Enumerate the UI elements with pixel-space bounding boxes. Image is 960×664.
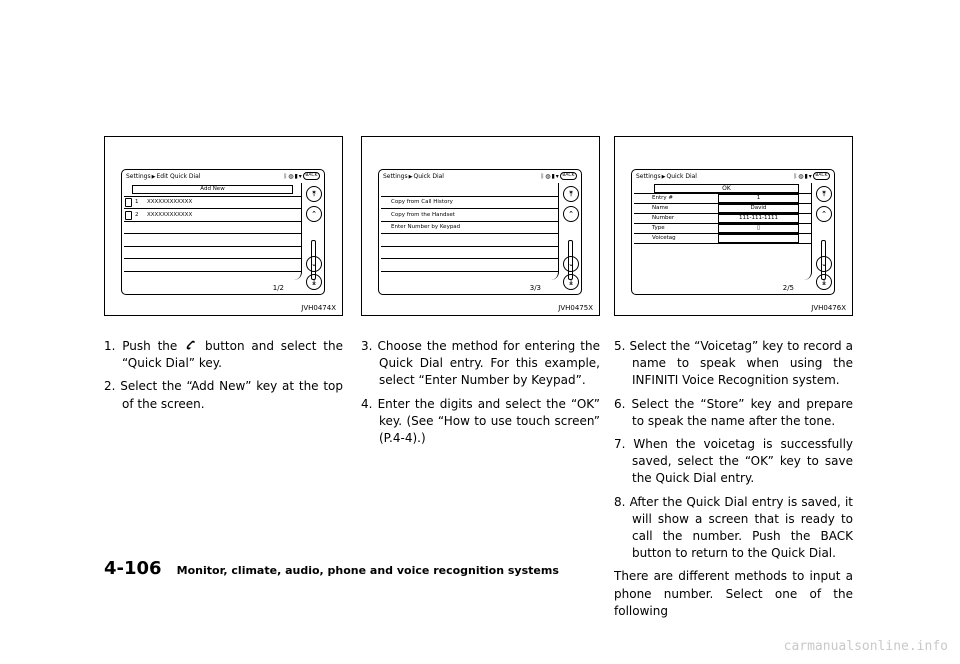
step-6: 6. Select the “Store” key and prepare to speak the name after the tone. <box>614 396 853 428</box>
entry-list <box>124 183 302 280</box>
scroll-down-button[interactable]: ⌄ <box>816 256 832 272</box>
bluetooth-icon: ᛒ <box>793 172 798 180</box>
menu-item-handset[interactable]: Copy from the Handset <box>381 208 558 222</box>
field-entry-number[interactable]: Entry # 1 <box>634 193 811 204</box>
figure-edit-quick-dial <box>104 136 343 316</box>
add-new-button[interactable]: Add New <box>132 185 293 194</box>
step-1: 1. Push the button and select the “Quick Dial” key. <box>104 339 343 371</box>
method-list <box>381 183 559 280</box>
step-8: 8. After the Quick Dial entry is saved, it will show a screen that is ready to call the number. Push the BACK button to return to the Quick Dial. <box>614 494 853 561</box>
status-bar <box>122 170 324 182</box>
figure-code: JVH0476X <box>811 304 846 312</box>
list-item[interactable] <box>381 183 558 197</box>
scroll-bottom-button[interactable]: ⤓ <box>816 274 832 290</box>
phone-book-icon <box>125 198 132 207</box>
text-column-3 <box>614 338 853 626</box>
scroll-top-button[interactable]: ⤒ <box>816 186 832 202</box>
scroll-bottom-button[interactable]: ⤓ <box>306 274 322 290</box>
scroll-up-button[interactable]: ⌃ <box>306 206 322 222</box>
field-number[interactable]: Number 111-111-1111 <box>634 213 811 224</box>
phone-status-icon: ◍ <box>288 172 294 180</box>
scroll-top-button[interactable]: ⤒ <box>306 186 322 202</box>
list-item[interactable] <box>124 246 301 260</box>
back-button[interactable]: BACK <box>813 172 830 180</box>
scroll-up-button[interactable]: ⌃ <box>563 206 579 222</box>
menu-item-keypad[interactable]: Enter Number by Keypad <box>381 221 558 235</box>
list-item[interactable] <box>124 258 301 272</box>
scroll-down-button[interactable]: ⌄ <box>563 256 579 272</box>
step-5: 5. Select the “Voicetag” key to record a name to speak when using the INFINITI Voice Recognition system. <box>614 339 853 388</box>
scroll-bottom-button[interactable]: ⤓ <box>563 274 579 290</box>
back-button[interactable]: BACK <box>560 172 577 180</box>
list-item[interactable] <box>381 258 558 272</box>
list-item[interactable] <box>381 233 558 247</box>
watermark: carmanualsonline.info <box>783 639 948 654</box>
screen <box>121 169 325 295</box>
battery-icon: ▮ <box>294 172 298 180</box>
step-7: 7. When the voicetag is successfully saved, select the “OK” key to save the Quick Dial entry. <box>614 437 853 486</box>
screen <box>378 169 582 295</box>
list-item[interactable]: 2 XXXXXXXXXXXX <box>124 208 301 222</box>
list-item[interactable]: 1 XXXXXXXXXXXX <box>124 196 301 210</box>
phone-book-icon <box>125 211 132 220</box>
entry-form <box>634 183 812 280</box>
status-icons <box>541 172 577 180</box>
figure-quick-dial-methods <box>361 136 600 316</box>
step-3: 3. Choose the method for entering the Quick Dial entry. For this example, select “Enter Number by Keypad”. <box>361 339 600 388</box>
scroll-down-button[interactable]: ⌄ <box>306 256 322 272</box>
bluetooth-icon: ᛒ <box>540 172 545 180</box>
battery-icon: ▮ <box>804 172 808 180</box>
phone-icon <box>184 339 198 351</box>
menu-item-call-history[interactable]: Copy from Call History <box>381 196 558 210</box>
signal-icon: ▾ <box>555 172 559 180</box>
screen <box>631 169 835 295</box>
back-button[interactable]: BACK <box>303 172 320 180</box>
page-indicator: 3/3 <box>529 284 541 292</box>
breadcrumb: Settings▶Edit Quick Dial <box>126 173 201 180</box>
page-indicator: 2/5 <box>782 284 794 292</box>
section-title: Monitor, climate, audio, phone and voice recognition systems <box>176 564 559 577</box>
status-bar <box>379 170 581 182</box>
add-new-row[interactable] <box>124 183 301 197</box>
bluetooth-icon: ᛒ <box>283 172 288 180</box>
figure-code: JVH0474X <box>301 304 336 312</box>
battery-icon: ▮ <box>551 172 555 180</box>
scroll-up-button[interactable]: ⌃ <box>816 206 832 222</box>
list-item[interactable] <box>381 246 558 260</box>
status-bar <box>632 170 834 182</box>
phone-status-icon: ◍ <box>798 172 804 180</box>
voicetag-value <box>718 234 799 243</box>
phone-type-icon: ▯ <box>718 224 799 233</box>
breadcrumb: Settings▶Quick Dial <box>383 173 444 180</box>
breadcrumb: Settings▶Quick Dial <box>636 173 697 180</box>
ok-button[interactable]: OK <box>654 184 799 193</box>
figure-code: JVH0475X <box>558 304 593 312</box>
field-name[interactable]: Name David <box>634 203 811 214</box>
signal-icon: ▾ <box>808 172 812 180</box>
phone-status-icon: ◍ <box>545 172 551 180</box>
text-column-1 <box>104 338 343 419</box>
status-icons <box>284 172 320 180</box>
page-footer <box>104 558 559 579</box>
field-voicetag[interactable]: Voicetag <box>634 233 811 244</box>
text-column-2 <box>361 338 600 453</box>
figure-quick-dial-entry <box>614 136 853 316</box>
scroll-top-button[interactable]: ⤒ <box>563 186 579 202</box>
page-number: 4-106 <box>104 558 162 579</box>
methods-intro: There are different methods to input a phone number. Select one of the following <box>614 569 853 618</box>
list-item[interactable] <box>124 233 301 247</box>
list-item[interactable] <box>124 221 301 235</box>
step-4: 4. Enter the digits and select the “OK” key. (See “How to use touch screen” (P.4-4).) <box>361 396 600 446</box>
signal-icon: ▾ <box>298 172 302 180</box>
status-icons <box>794 172 830 180</box>
step-2: 2. Select the “Add New” key at the top of the screen. <box>104 379 343 411</box>
field-type[interactable]: Type ▯ <box>634 223 811 234</box>
page-indicator: 1/2 <box>272 284 284 292</box>
